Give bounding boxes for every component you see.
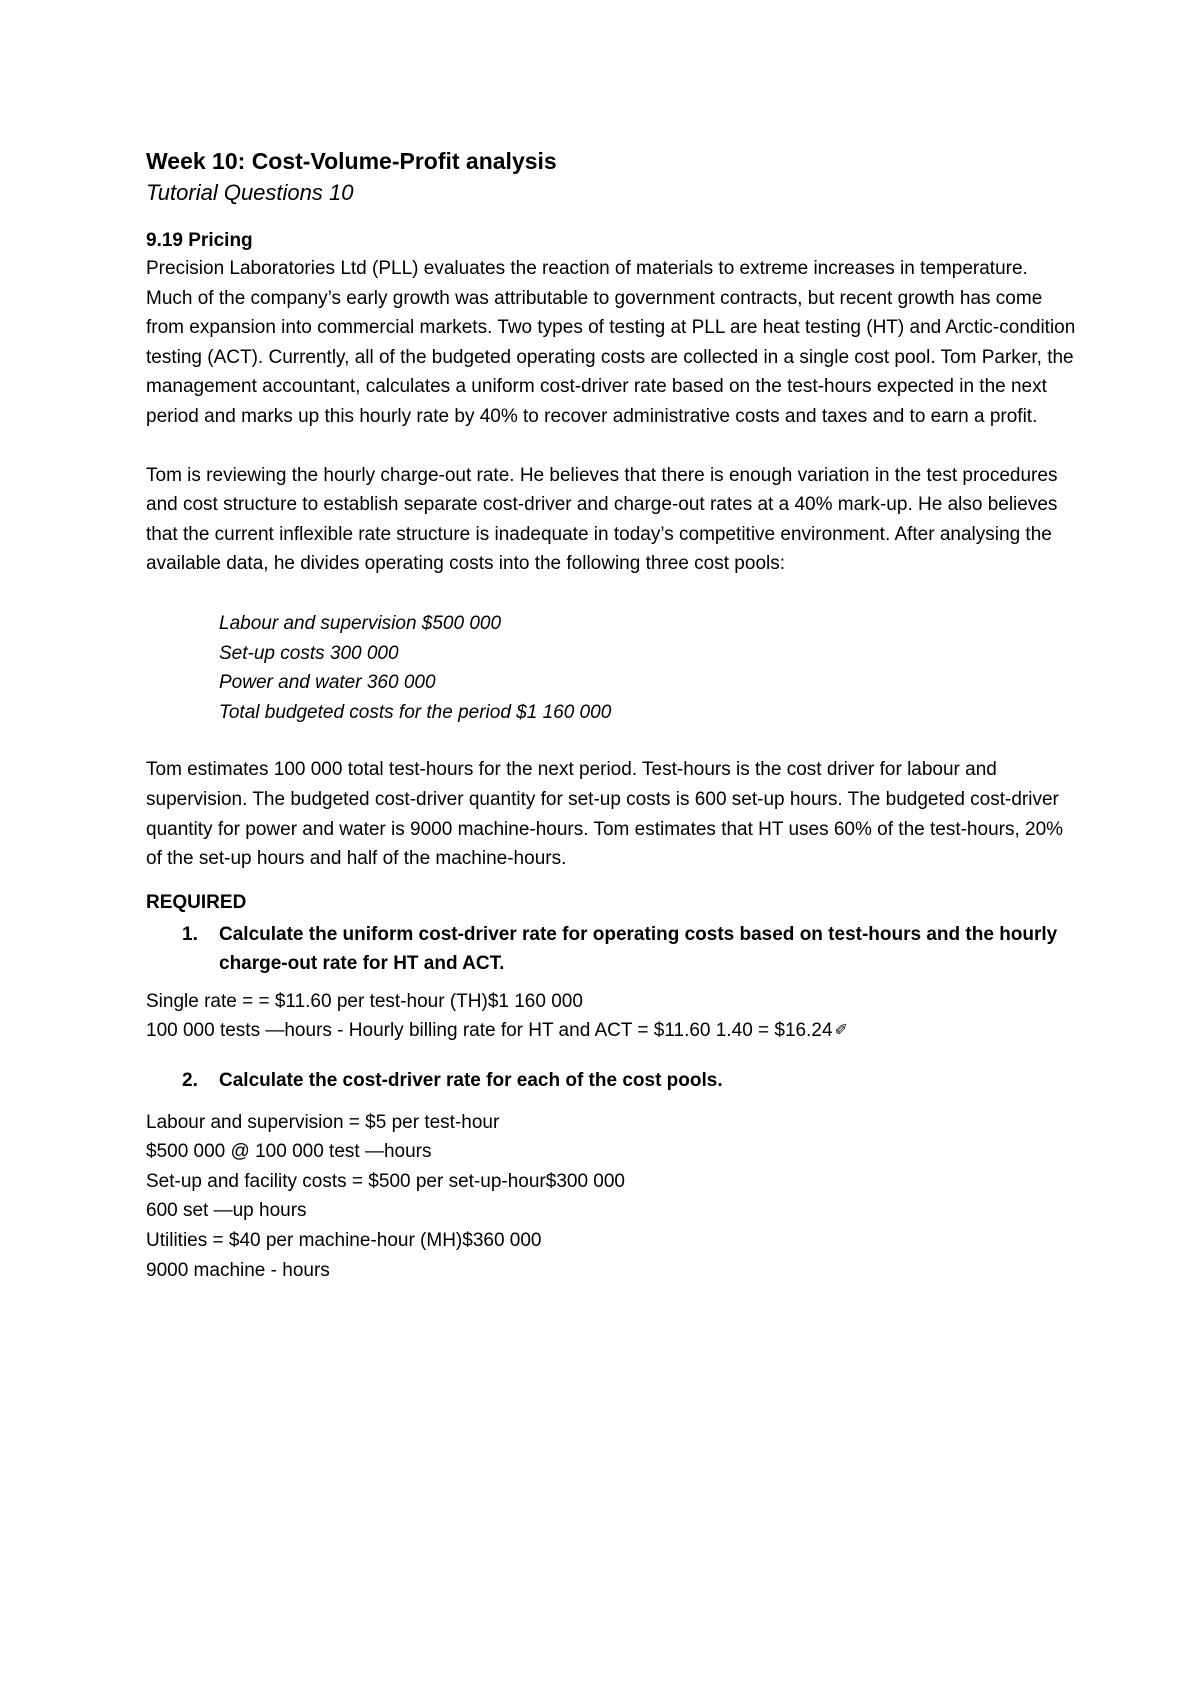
problem-paragraph-1: Precision Laboratories Ltd (PLL) evaluates the reaction of materials to extreme increases in temperature. Much of the company’s early growth was attributable to government contracts, but recent growth has come from expansion into commercial markets. Two types of testing at PLL are heat testing (HT) and Arctic-condition testing (ACT). Currently, all of the budgeted operating costs are collected in a single cost pool. Tom Parker, the management accountant, calculates a uniform cost-driver rate based on the test-hours expected in the next period and marks up this hourly rate by 40% to recover administrative costs and taxes and to earn a profit. xyxy=(146,258,1076,427)
answer-line-text: 100 000 tests —hours - Hourly billing rate for HT and ACT = $11.60 1.40 = $16.24 xyxy=(146,1020,833,1042)
document-title: Week 10: Cost-Volume-Profit analysis xyxy=(146,148,557,174)
cost-pool-total: Total budgeted costs for the period $1 160 000 xyxy=(219,701,612,723)
pencil-icon: ✐ xyxy=(834,1022,848,1040)
answer-1 xyxy=(146,987,1076,1046)
question-1 xyxy=(182,920,1076,979)
problem-heading: 9.19 Pricing xyxy=(146,230,253,251)
question-text: Calculate the cost-driver rate for each of the cost pools. xyxy=(219,1070,723,1092)
answer-2 xyxy=(146,1108,1076,1286)
question-2 xyxy=(182,1066,1076,1096)
answer-line: 600 set —up hours xyxy=(146,1200,307,1222)
cost-pool-labour: Labour and supervision $500 000 xyxy=(219,612,502,634)
required-label: REQUIRED xyxy=(146,891,247,913)
document-subtitle: Tutorial Questions 10 xyxy=(146,180,354,205)
cost-pools-list xyxy=(219,609,1076,727)
answer-line: Utilities = $40 per machine-hour (MH)$360 000 xyxy=(146,1230,542,1252)
answer-line: $500 000 @ 100 000 test —hours xyxy=(146,1141,432,1163)
question-number: 1. xyxy=(182,923,198,945)
answer-line: Single rate = = $11.60 per test-hour (TH)$1 160 000 xyxy=(146,990,583,1012)
answer-line: Labour and supervision = $5 per test-hour xyxy=(146,1111,500,1133)
cost-pool-power: Power and water 360 000 xyxy=(219,672,436,694)
cost-pool-setup: Set-up costs 300 000 xyxy=(219,642,399,664)
problem-paragraph-2: Tom is reviewing the hourly charge-out rate. He believes that there is enough variation in the test procedures and cost structure to establish separate cost-driver and charge-out rates at a 40% mark-up. He also believes that the current inflexible rate structure is inadequate in today’s competitive environment. After analysing the available data, he divides operating costs into the following three cost pools: xyxy=(146,464,1058,575)
answer-line: 9000 machine - hours xyxy=(146,1259,330,1281)
question-number: 2. xyxy=(182,1070,198,1092)
problem-paragraph-3: Tom estimates 100 000 total test-hours for the next period. Test-hours is the cost driver for labour and supervision. The budgeted cost-driver quantity for set-up costs is 600 set-up hours. The budgeted cost-driver quantity for power and water is 9000 machine-hours. Tom estimates that HT uses 60% of the test-hours, 20% of the set-up hours and half of the machine-hours. xyxy=(146,759,1064,870)
question-text: Calculate the uniform cost-driver rate for operating costs based on test-hours and the hourly charge-out rate for HT and ACT. xyxy=(219,923,1058,975)
answer-line: Set-up and facility costs = $500 per set-up-hour$300 000 xyxy=(146,1170,625,1192)
answer-line xyxy=(146,1016,1076,1046)
document-page xyxy=(146,146,1076,1285)
